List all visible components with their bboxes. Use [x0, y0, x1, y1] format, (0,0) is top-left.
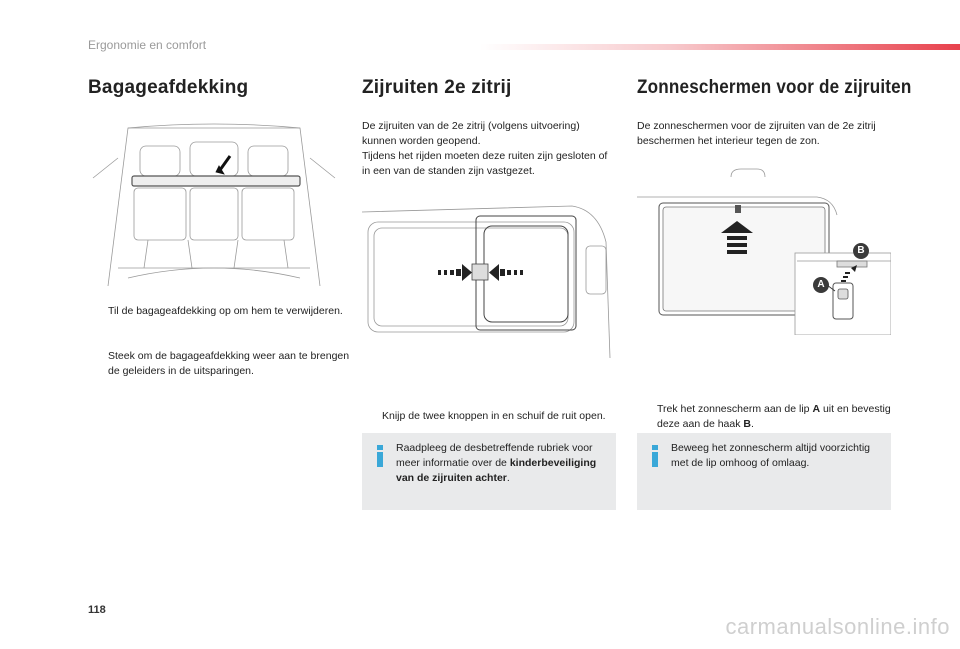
zonneschermen-intro: De zonneschermen voor de zijruiten van de 2e zitrij beschermen het interieur tegen de zon.	[637, 120, 876, 147]
bullet-squeeze-buttons: Knijp de twee knoppen in en schuif de ruit open.	[382, 410, 606, 422]
info-icon	[374, 445, 386, 467]
zijruiten-intro: De zijruiten van de 2e zitrij (volgens uitvoering) kunnen worden geopend. Tijdens het rijden moeten deze ruiten zijn gesloten of in een van de standen zijn vastgezet.	[362, 120, 608, 177]
title-bagageafdekking: Bagageafdekking	[88, 77, 249, 98]
info-icon	[649, 445, 661, 467]
section-header: Ergonomie en comfort	[88, 38, 207, 52]
side-window-illustration	[362, 202, 616, 358]
child-lock-reference: kinderbeveiliging van de zijruiten achter	[396, 457, 597, 484]
bullet-insert-guides: Steek om de bagageafdekking weer aan te brengen de geleiders in de uitsparingen.	[108, 350, 350, 377]
luggage-cover-illustration	[88, 118, 340, 286]
bullet-lift-cover: Til de bagageafdekking op om hem te verwijderen.	[108, 305, 343, 317]
title-zijruiten: Zijruiten 2e zitrij	[362, 77, 512, 98]
callout-b: B	[853, 243, 869, 259]
title-zonneschermen: Zonneschermen voor de zijruiten	[637, 77, 912, 98]
watermark: carmanualsonline.info	[725, 614, 950, 639]
page-number: 118	[88, 604, 106, 616]
info-note-child-lock: Raadpleeg de desbetreffende rubriek voor meer informatie over de kinderbeveiliging van de zijruiten achter.	[362, 433, 616, 510]
callout-a: A	[813, 277, 829, 293]
info-note-sunshade: Beweeg het zonnescherm altijd voorzichtig met de lip omhoog of omlaag.	[637, 433, 891, 510]
sunshade-illustration	[637, 165, 891, 335]
bullet-pull-sunshade: Trek het zonnescherm aan de lip A uit en bevestig deze aan de haak B.	[657, 403, 891, 430]
header-accent-bar	[480, 44, 960, 50]
